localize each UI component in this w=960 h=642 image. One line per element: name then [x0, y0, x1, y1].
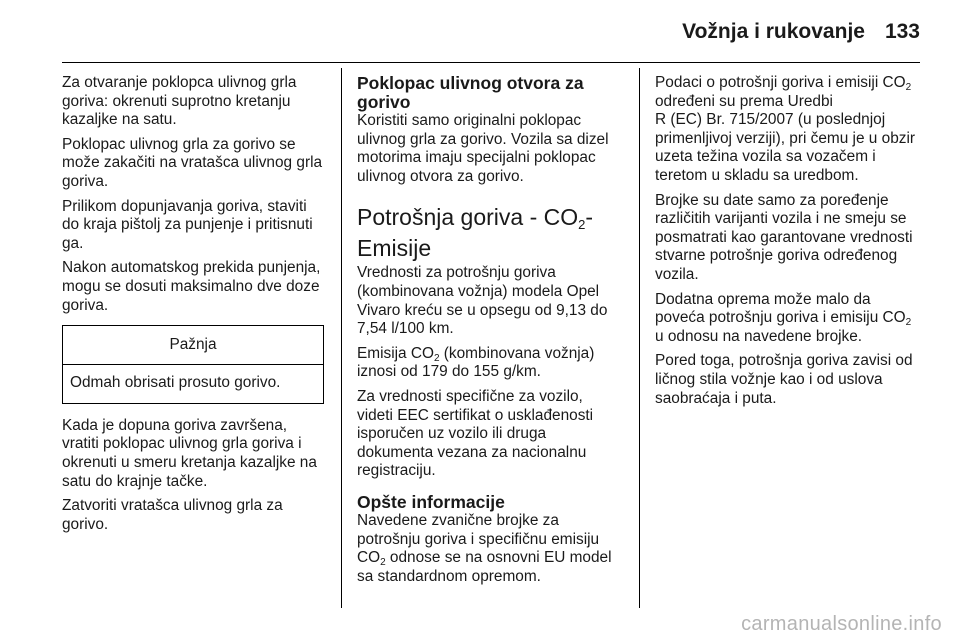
paragraph: Navedene zvanične brojke za potrošnju goriva i specifičnu emisiju $CO_2$ odnose se na osnovni EU model sa standardnom opremom.: [357, 511, 612, 585]
paragraph: Emisija $CO_2$ (kombinovana vožnja) iznosi od 179 do 155 g/km.: [357, 344, 595, 381]
paragraph: Vrednosti za potrošnju goriva (kombinovana vožnja) modela Opel Vivaro kreću se u opsegu od 9,13 do 7,54 l/100 km.: [357, 264, 608, 338]
paragraph: Prilikom dopunjavanja goriva, staviti do kraja pištolj za punjenje i pritisnuti ga.: [62, 197, 313, 252]
page-header: [62, 16, 920, 48]
column-2: [357, 74, 623, 592]
paragraph: Zatvoriti vratašca ulivnog grla za gorivo.: [62, 497, 283, 533]
paragraph: Kada je dopuna goriva završena, vratiti poklopac ulivnog grla goriva i okrenuti u smeru kretanja kazaljke na satu do krajnje tačke.: [62, 416, 317, 490]
watermark: carmanualsonline.info: [741, 613, 942, 635]
caution-title: Pažnja: [63, 326, 323, 365]
paragraph: Poklopac ulivnog grla za gorivo se može zakačiti na vratašca ulivnog grla goriva.: [62, 135, 323, 190]
paragraph: Koristiti samo originalni poklopac ulivnog grla za gorivo. Vozila sa dizel motorima imaju specijalni poklopac ulivnog otvora za gorivo.: [357, 112, 609, 185]
section-heading-fuel-consumption: Potrošnja goriva - $CO_2$-Emisije: [357, 204, 594, 262]
paragraph: Brojke su date samo za poređenje različitih varijanti vozila i ne smeju se posmatrati kao garantovane vrednosti stvarne potrošnje goriva određenog vozila.: [655, 191, 913, 283]
column-divider-1: [341, 68, 342, 608]
paragraph: Podaci o potrošnji goriva i emisiji $CO_2$ određeni su prema Uredbi: [655, 74, 912, 110]
paragraph: R (EC) Br. 715/2007 (u poslednjoj primenljivoj verziji), pri čemu je u obzir uzeta težina vozila sa vozačem i teretom u skladu sa uredbom.: [655, 111, 916, 184]
paragraph: Za vrednosti specifične za vozilo, videti EEC sertifikat o usklađenosti isporučen uz vozilo ili druga dokumenta vezana za nacionalnu registraciju.: [357, 387, 594, 480]
paragraph: Za otvaranje poklopca ulivnog grla goriva: okrenuti suprotno kretanju kazaljke na satu.: [62, 74, 297, 129]
chapter-title: Vožnja i rukovanje: [682, 20, 865, 43]
section-heading-fuel-cap: Poklopac ulivnog otvora za gorivo: [357, 73, 584, 112]
caution-text: Odmah obrisati prosuto gorivo.: [70, 374, 281, 392]
column-divider-2: [639, 68, 640, 608]
section-heading-general-info: Opšte informacije: [357, 491, 505, 512]
page-number: 133: [884, 20, 920, 43]
column-3: [655, 74, 922, 414]
paragraph: Pored toga, potrošnja goriva zavisi od ličnog stila vožnje kao i od uslova saobraćaja i puta.: [655, 352, 913, 407]
header-rule: [62, 62, 920, 63]
caution-box: [62, 325, 324, 404]
paragraph: Nakon automatskog prekida punjenja, mogu se dosuti maksimalno dve doze goriva.: [62, 259, 321, 314]
paragraph: Dodatna oprema može malo da poveća potrošnju goriva i emisiju $CO_2$ u odnosu na navedene brojke.: [655, 290, 912, 345]
column-1: [62, 74, 324, 540]
